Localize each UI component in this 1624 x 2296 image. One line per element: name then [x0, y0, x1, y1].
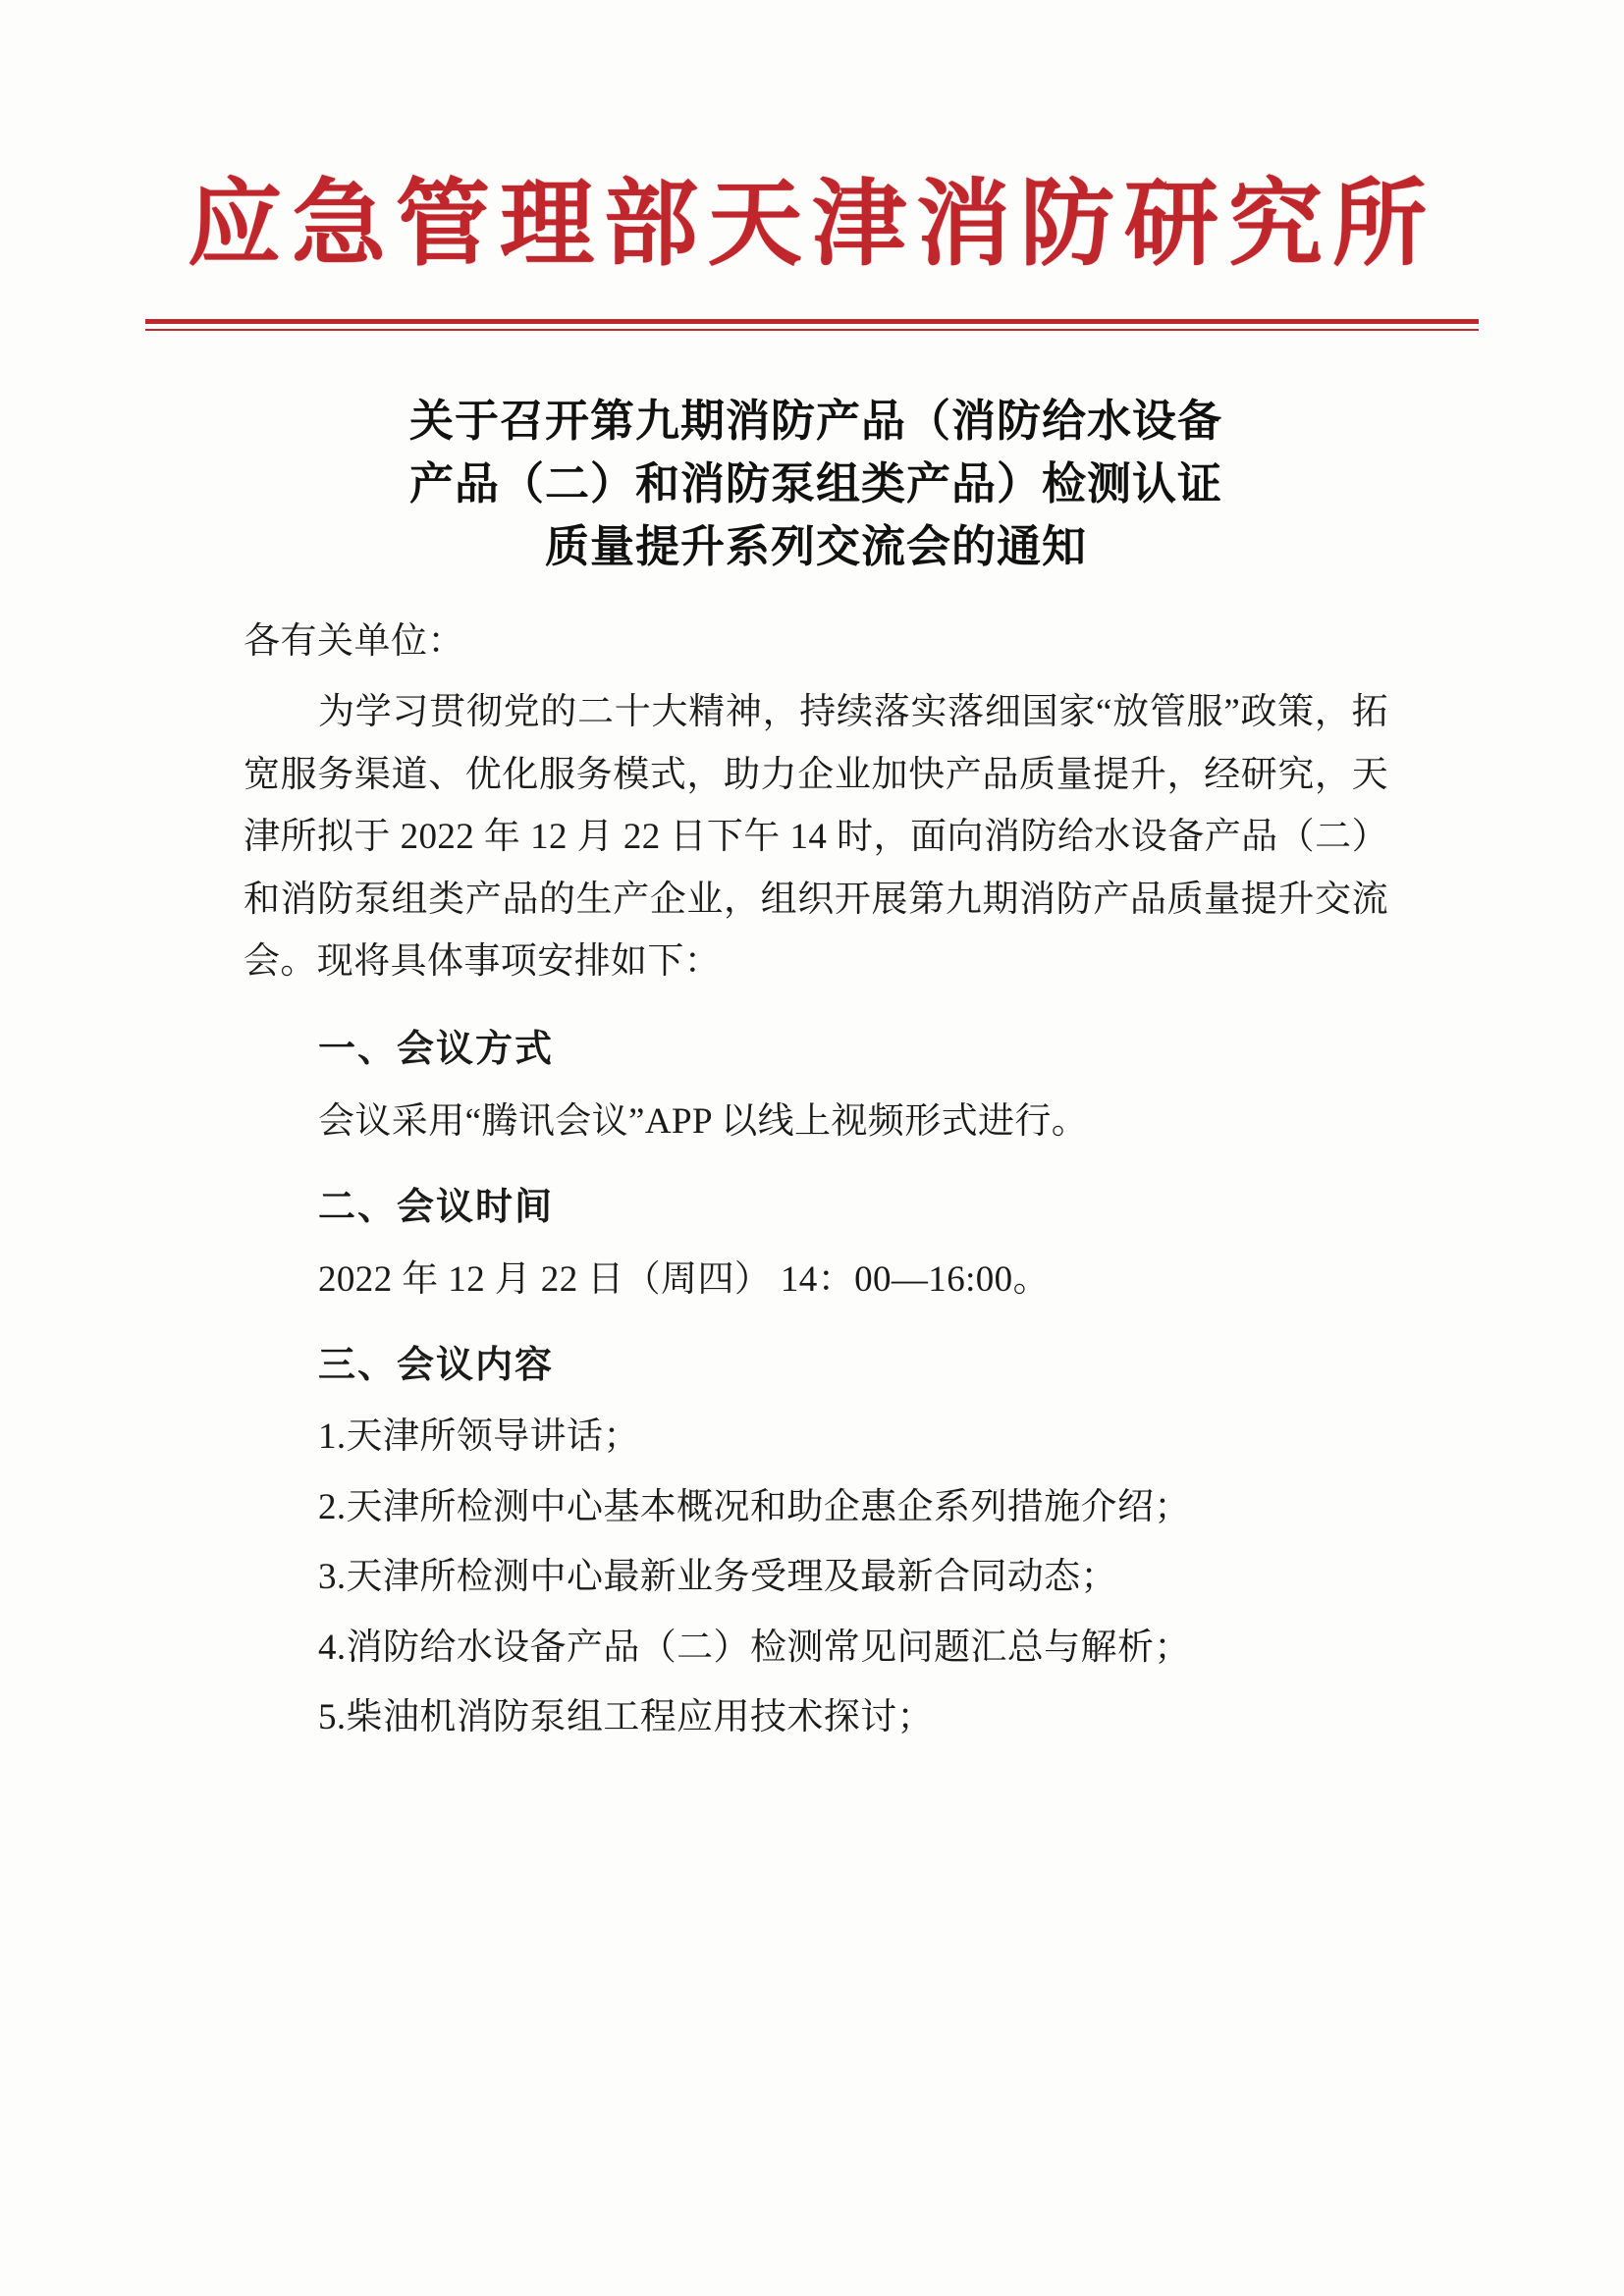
- salutation: 各有关单位：: [244, 621, 464, 663]
- section-content-meeting-time: 2022 年 12 月 22 日（周四） 14：00—16:00。: [318, 1258, 1050, 1300]
- list-item: 4.消防给水设备产品（二）检测常见问题汇总与解析；: [318, 1627, 1191, 1668]
- list-item: 1.天津所领导讲话；: [318, 1416, 640, 1458]
- list-item: 3.天津所检测中心最新业务受理及最新合同动态；: [318, 1557, 1117, 1598]
- issuing-organization-title: 应急管理部天津消防研究所: [188, 168, 1436, 279]
- page-title: [244, 390, 1388, 578]
- section-heading-meeting-time: 二、会议时间: [318, 1183, 555, 1228]
- section-content-meeting-method: 会议采用“腾讯会议”APP 以线上视频形式进行。: [318, 1100, 1089, 1142]
- opening-paragraph: 为学习贯彻党的二十大精神，持续落实落细国家“放管服”政策，拓宽服务渠道、优化服务模式，助力企业加快产品质量提升，经研究，天津所拟于 2022 年 12 月 22 日下午 14 时，面向消防给水设备产品（二）和消防泵组类产品的生产企业，组织开展第九期消防产品质量提升交流会。现将具体事项安排如下：: [244, 691, 1388, 983]
- page-title-line-3: 质量提升系列交流会的通知: [544, 519, 1087, 572]
- list-item: 5.柴油机消防泵组工程应用技术探讨；: [318, 1697, 934, 1738]
- letterhead: [0, 0, 1624, 331]
- letterhead-rule-thin: [145, 329, 1479, 331]
- document-body: [0, 390, 1624, 1745]
- page-title-line-1: 关于召开第九期消防产品（消防给水设备: [408, 394, 1222, 447]
- section-heading-meeting-agenda: 三、会议内容: [318, 1341, 555, 1386]
- letterhead-rule: [0, 319, 1624, 331]
- page-title-line-2: 产品（二）和消防泵组类产品）检测认证: [408, 456, 1222, 509]
- list-item: 2.天津所检测中心基本概况和助企惠企系列措施介绍；: [318, 1486, 1191, 1527]
- section-heading-meeting-method: 一、会议方式: [318, 1026, 555, 1071]
